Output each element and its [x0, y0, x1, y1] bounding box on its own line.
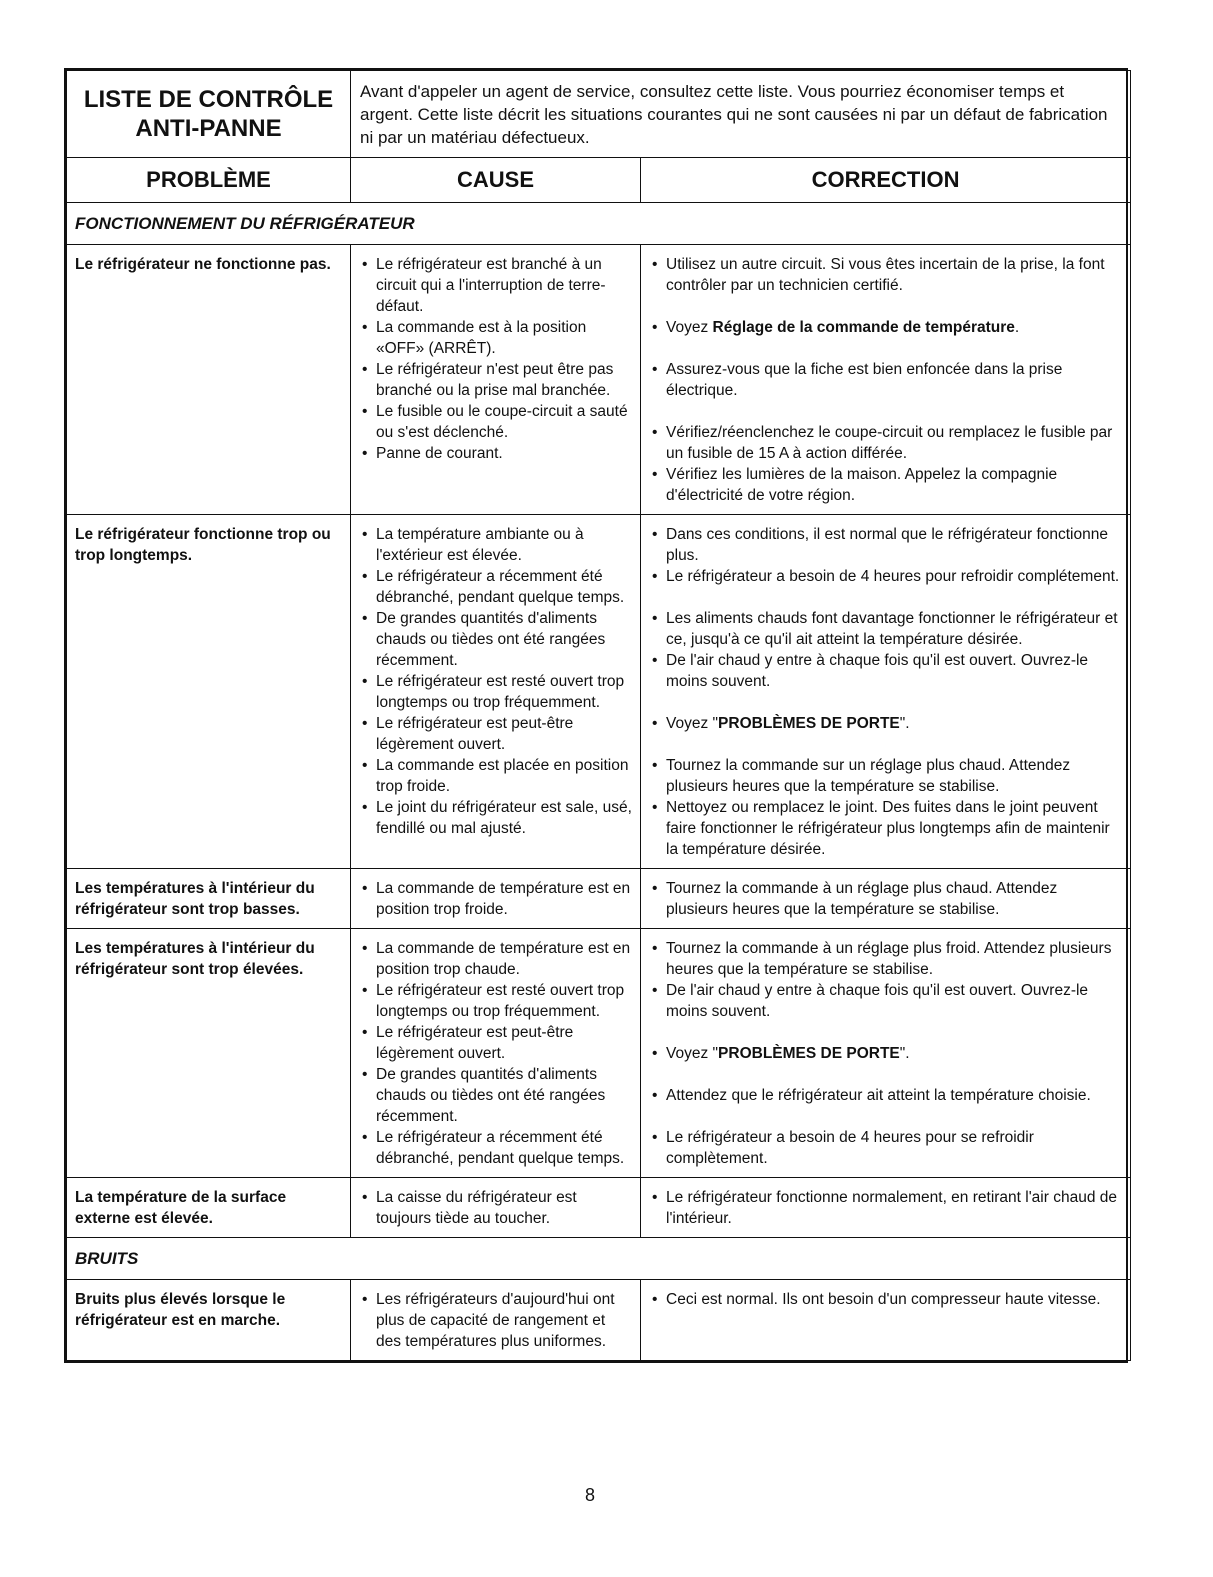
- correction-item: • Tournez la commande sur un réglage plus chaud. Attendez plusieurs heures que la température se stabilise.: [649, 755, 1122, 797]
- table-row: [67, 1178, 1131, 1238]
- cause-item: • La commande de température est en position trop froide.: [359, 878, 632, 920]
- cause-item: • La commande est à la position «OFF» (ARRÊT).: [359, 317, 632, 359]
- correction-item: • Ceci est normal. Ils ont besoin d'un compresseur haute vitesse.: [649, 1289, 1122, 1310]
- column-header-correction: CORRECTION: [641, 158, 1131, 203]
- correction-item: • De l'air chaud y entre à chaque fois qu'il est ouvert. Ouvrez-le moins souvent.: [649, 650, 1122, 692]
- cause-item: • De grandes quantités d'aliments chauds ou tièdes ont été rangées récemment.: [359, 1064, 632, 1127]
- table-row: [67, 245, 1131, 515]
- cause-item: • Le réfrigérateur est resté ouvert trop longtemps ou trop fréquemment.: [359, 671, 632, 713]
- title-line-2: ANTI-PANNE: [135, 115, 282, 142]
- title-line-1: LISTE DE CONTRÔLE: [83, 86, 334, 113]
- correction-item: • Vérifiez/réenclenchez le coupe-circuit ou remplacez le fusible par un fusible de 15 A à action différée.: [649, 422, 1122, 464]
- column-header-problem: PROBLÈME: [67, 158, 351, 203]
- page-number: 8: [584, 1485, 595, 1505]
- correction-item: • Dans ces conditions, il est normal que le réfrigérateur fonctionne plus.: [649, 524, 1122, 566]
- correction-item: • Tournez la commande à un réglage plus froid. Attendez plusieurs heures que la température se stabilise.: [649, 938, 1122, 980]
- cause-item: • La commande est placée en position trop froide.: [359, 755, 632, 797]
- correction-list: [641, 869, 1131, 929]
- cause-list: [351, 869, 641, 929]
- column-header-cause: CAUSE: [351, 158, 641, 203]
- table-row: [67, 869, 1131, 929]
- correction-item: • Les aliments chauds font davantage fonctionner le réfrigérateur et ce, jusqu'à ce qu'il ait atteint la température désirée.: [649, 608, 1122, 650]
- cause-item: • Le réfrigérateur est peut-être légèrement ouvert.: [359, 713, 632, 755]
- cause-item: • La température ambiante ou à l'extérieur est élevée.: [359, 524, 632, 566]
- correction-item: • Nettoyez ou remplacez le joint. Des fuites dans le joint peuvent faire fonctionner le réfrigérateur plus longtemps afin de maintenir la température désirée.: [649, 797, 1122, 860]
- correction-item: • Le réfrigérateur fonctionne normalement, en retirant l'air chaud de l'intérieur.: [649, 1187, 1122, 1229]
- correction-item: • Assurez-vous que la fiche est bien enfoncée dans la prise électrique.: [649, 359, 1122, 401]
- cause-item: • Le réfrigérateur est branché à un circuit qui a l'interruption de terre-défaut.: [359, 254, 632, 317]
- cause-item: • Le fusible ou le coupe-circuit a sauté ou s'est déclenché.: [359, 401, 632, 443]
- cause-list: [351, 245, 641, 515]
- correction-list: [641, 1178, 1131, 1238]
- problem-text: La température de la surface externe est élevée.: [67, 1178, 351, 1238]
- correction-item: • Utilisez un autre circuit. Si vous êtes incertain de la prise, la font contrôler par un technicien certifié.: [649, 254, 1122, 296]
- correction-item: • Voyez "PROBLÈMES DE PORTE".: [649, 1043, 1122, 1064]
- correction-item: • Tournez la commande à un réglage plus chaud. Attendez plusieurs heures que la température se stabilise.: [649, 878, 1122, 920]
- problem-text: Les températures à l'intérieur du réfrigérateur sont trop basses.: [67, 869, 351, 929]
- table-row: [67, 1280, 1131, 1361]
- cause-list: [351, 929, 641, 1178]
- cause-item: • La caisse du réfrigérateur est toujours tiède au toucher.: [359, 1187, 632, 1229]
- cause-item: • Le réfrigérateur est peut-être légèrement ouvert.: [359, 1022, 632, 1064]
- troubleshooting-table: [64, 68, 1128, 1363]
- correction-list: [641, 929, 1131, 1178]
- correction-item: • Voyez Réglage de la commande de température.: [649, 317, 1122, 338]
- cause-item: • Le réfrigérateur a récemment été débranché, pendant quelque temps.: [359, 1127, 632, 1169]
- correction-item: • Vérifiez les lumières de la maison. Appelez la compagnie d'électricité de votre région.: [649, 464, 1122, 506]
- cause-item: • Le réfrigérateur a récemment été débranché, pendant quelque temps.: [359, 566, 632, 608]
- table-row: [67, 929, 1131, 1178]
- table-row: [67, 515, 1131, 869]
- checklist-title: [67, 71, 351, 158]
- cause-list: [351, 1280, 641, 1361]
- cause-list: [351, 1178, 641, 1238]
- section-heading-noise: BRUITS: [67, 1238, 1131, 1280]
- problem-text: Le réfrigérateur ne fonctionne pas.: [67, 245, 351, 515]
- correction-item: • Le réfrigérateur a besoin de 4 heures pour se refroidir complètement.: [649, 1127, 1122, 1169]
- cause-item: • Panne de courant.: [359, 443, 632, 464]
- cause-item: • Les réfrigérateurs d'aujourd'hui ont plus de capacité de rangement et des températures plus uniformes.: [359, 1289, 632, 1352]
- intro-text: Avant d'appeler un agent de service, consultez cette liste. Vous pourriez économiser temps et argent. Cette liste décrit les situations courantes qui ne sont causées ni par un défaut de fabrication ni par un matériau défectueux.: [351, 71, 1131, 158]
- correction-list: [641, 515, 1131, 869]
- correction-list: [641, 245, 1131, 515]
- problem-text: Le réfrigérateur fonctionne trop ou trop longtemps.: [67, 515, 351, 869]
- cause-item: • Le réfrigérateur n'est peut être pas branché ou la prise mal branchée.: [359, 359, 632, 401]
- cause-item: • Le joint du réfrigérateur est sale, usé, fendillé ou mal ajusté.: [359, 797, 632, 839]
- correction-item: • De l'air chaud y entre à chaque fois qu'il est ouvert. Ouvrez-le moins souvent.: [649, 980, 1122, 1022]
- correction-list: [641, 1280, 1131, 1361]
- cause-item: • Le réfrigérateur est resté ouvert trop longtemps ou trop fréquemment.: [359, 980, 632, 1022]
- correction-item: • Le réfrigérateur a besoin de 4 heures pour refroidir complétement.: [649, 566, 1122, 587]
- problem-text: Les températures à l'intérieur du réfrigérateur sont trop élevées.: [67, 929, 351, 1178]
- correction-item: • Voyez "PROBLÈMES DE PORTE".: [649, 713, 1122, 734]
- section-heading-operation: FONCTIONNEMENT DU RÉFRIGÉRATEUR: [67, 203, 1131, 245]
- cause-list: [351, 515, 641, 869]
- cause-item: • La commande de température est en position trop chaude.: [359, 938, 632, 980]
- problem-text: Bruits plus élevés lorsque le réfrigérateur est en marche.: [67, 1280, 351, 1361]
- correction-item: • Attendez que le réfrigérateur ait atteint la température choisie.: [649, 1085, 1122, 1106]
- cause-item: • De grandes quantités d'aliments chauds ou tièdes ont été rangées récemment.: [359, 608, 632, 671]
